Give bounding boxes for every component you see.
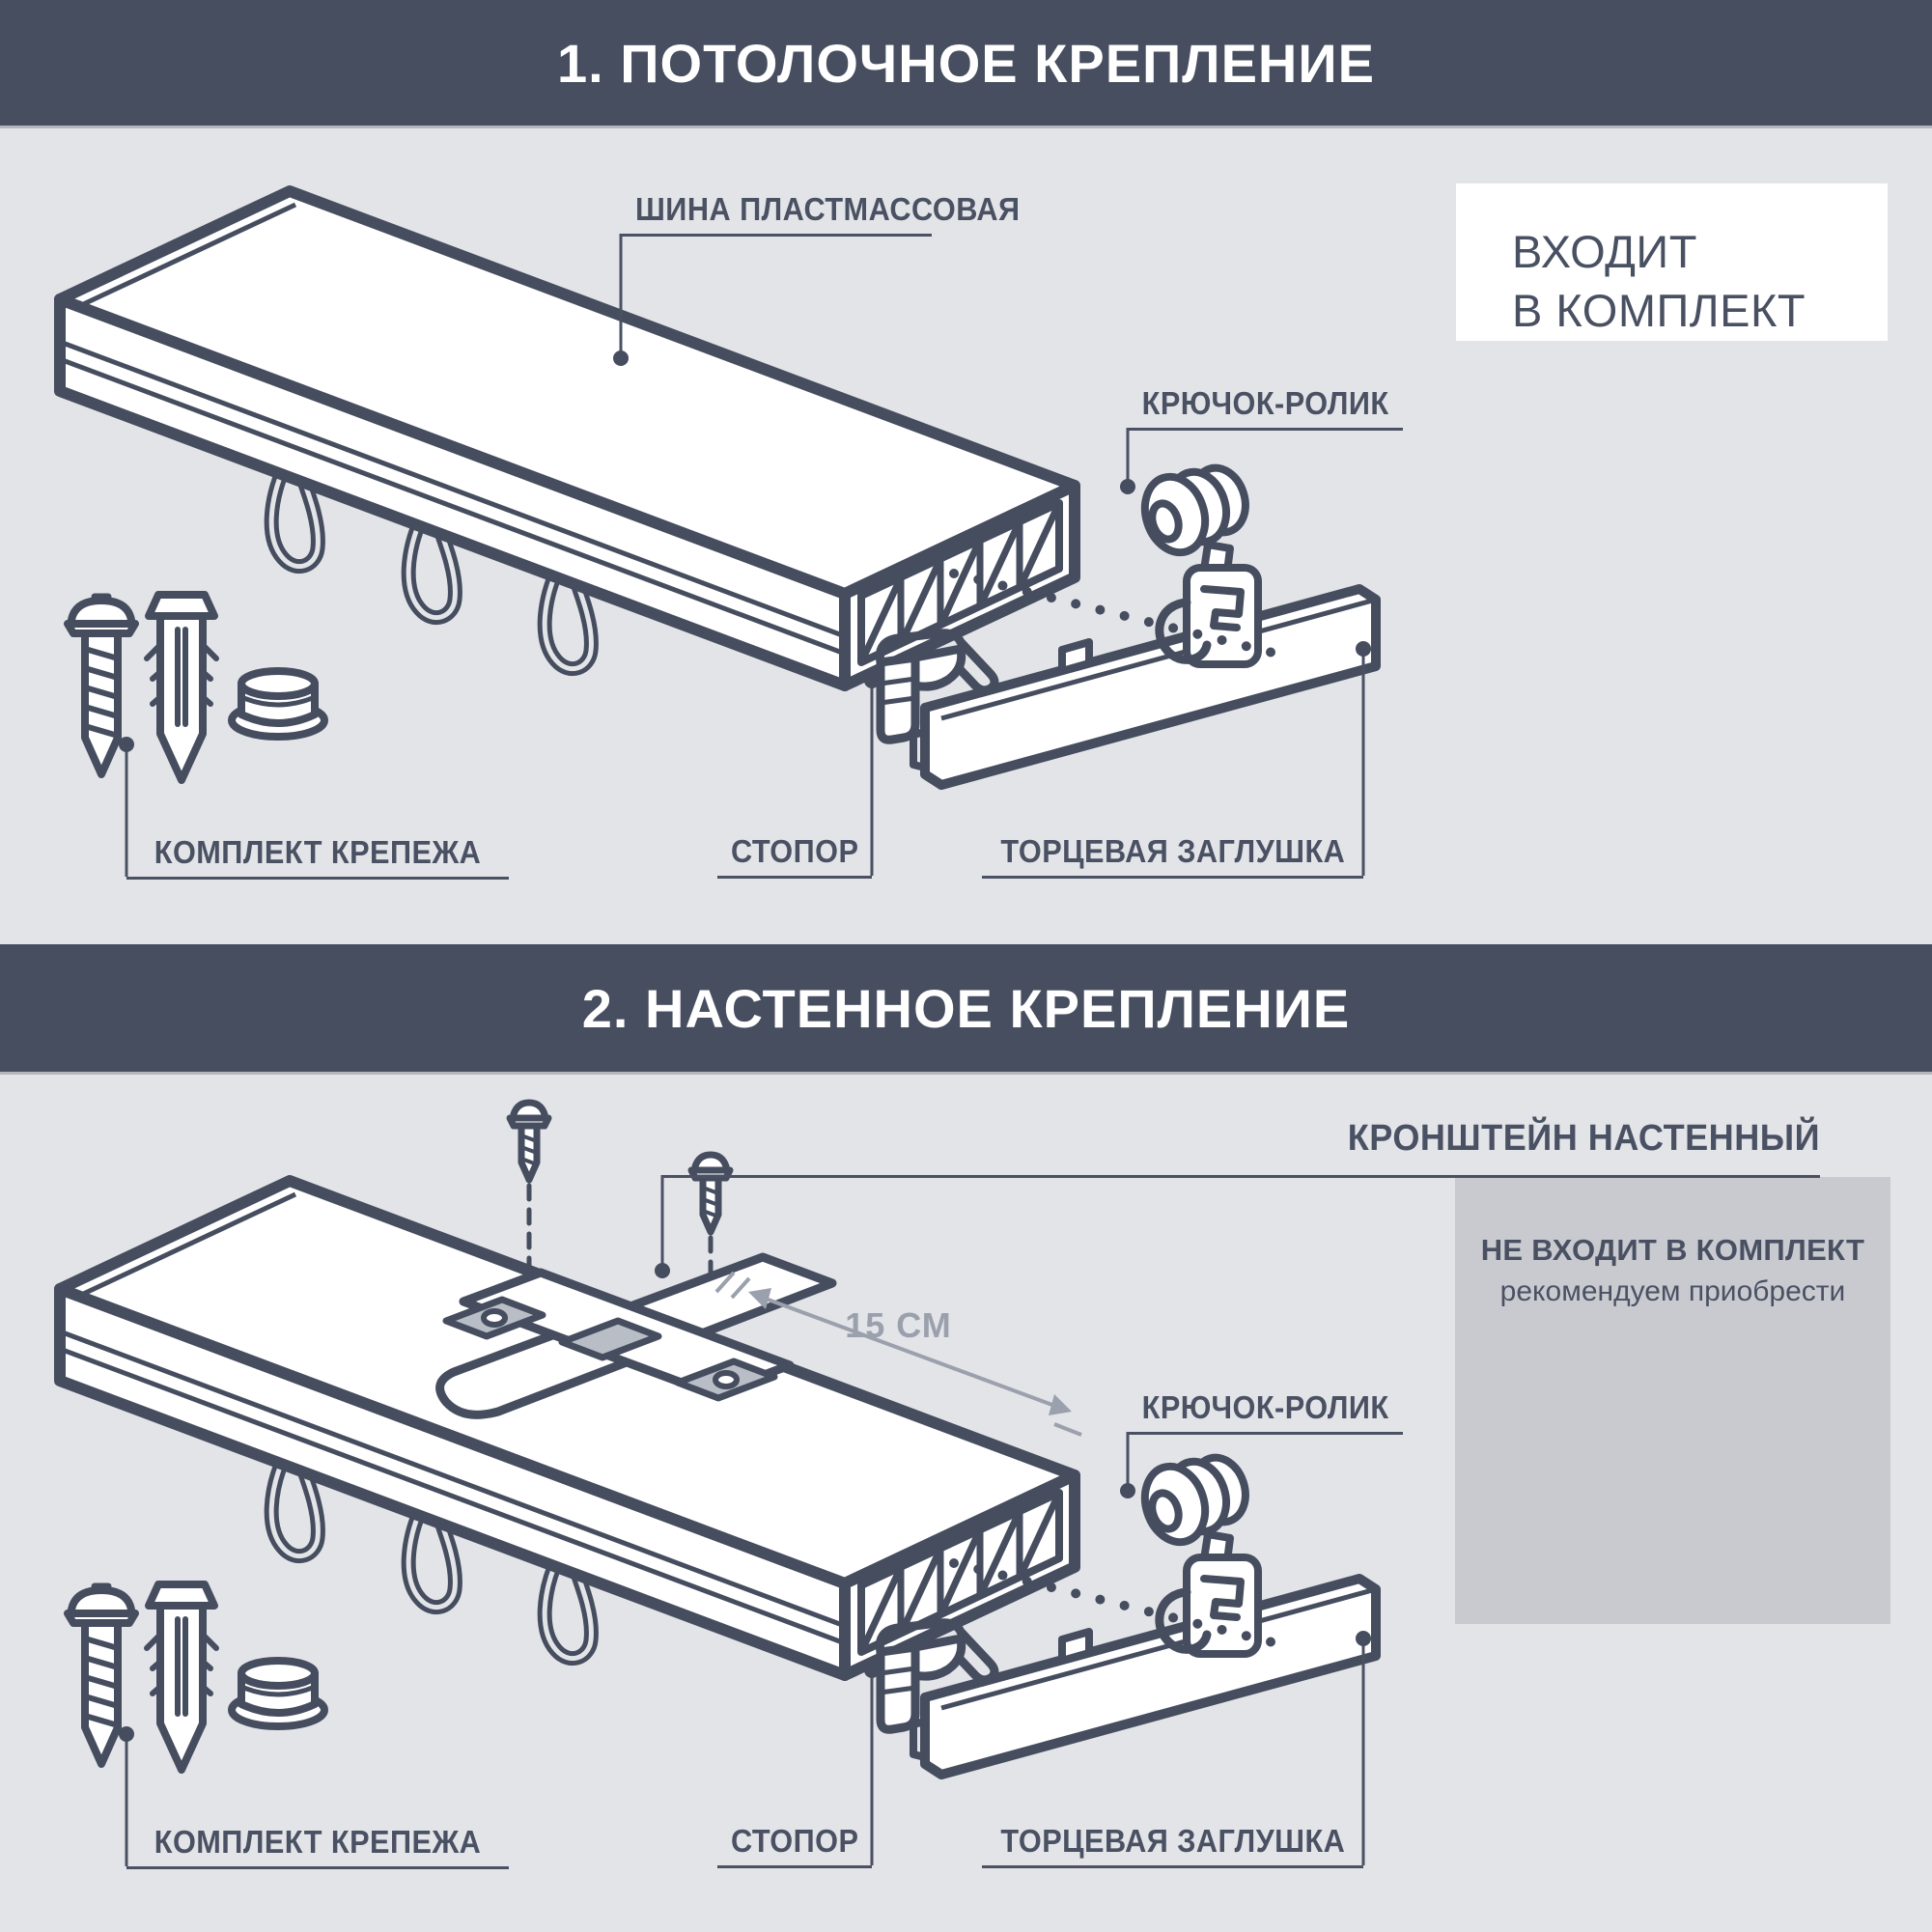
included-in-set-box xyxy=(1456,183,1888,341)
label-wall-bracket: КРОНШТЕЙН НАСТЕННЫЙ xyxy=(662,1120,1820,1178)
not-included-box xyxy=(1455,1177,1890,1624)
label-end-cap: ТОРЦЕВАЯ ЗАГЛУШКА xyxy=(982,835,1363,879)
included-line-2: В КОМПЛЕКТ xyxy=(1512,285,1806,337)
label-stopper: СТОПОР xyxy=(717,835,872,879)
label-plastic-rail: ШИНА ПЛАСТМАССОВАЯ xyxy=(621,193,932,237)
section-2-title: 2. НАСТЕННОЕ КРЕПЛЕНИЕ xyxy=(581,977,1351,1039)
not-included-title: НЕ ВХОДИТ В КОМПЛЕКТ xyxy=(1480,1233,1865,1267)
label-hook-roller: КРЮЧОК-РОЛИК xyxy=(1128,387,1403,431)
label-stopper: СТОПОР xyxy=(717,1825,872,1868)
not-included-subtitle: рекомендуем приобрести xyxy=(1499,1275,1846,1307)
fastener-kit-icons xyxy=(68,595,324,780)
section-1-header xyxy=(0,0,1932,128)
label-fastener-kit: КОМПЛЕКТ КРЕПЕЖА xyxy=(126,1826,509,1869)
dimension-label: 15 СМ xyxy=(845,1305,952,1345)
section-1-title: 1. ПОТОЛОЧНОЕ КРЕПЛЕНИЕ xyxy=(557,32,1375,94)
fastener-kit-icons xyxy=(68,1584,324,1770)
section-2-header xyxy=(0,944,1932,1075)
label-fastener-kit: КОМПЛЕКТ КРЕПЕЖА xyxy=(126,836,509,880)
label-end-cap: ТОРЦЕВАЯ ЗАГЛУШКА xyxy=(982,1825,1363,1868)
label-hook-roller: КРЮЧОК-РОЛИК xyxy=(1128,1391,1403,1435)
included-line-1: ВХОДИТ xyxy=(1512,226,1697,277)
